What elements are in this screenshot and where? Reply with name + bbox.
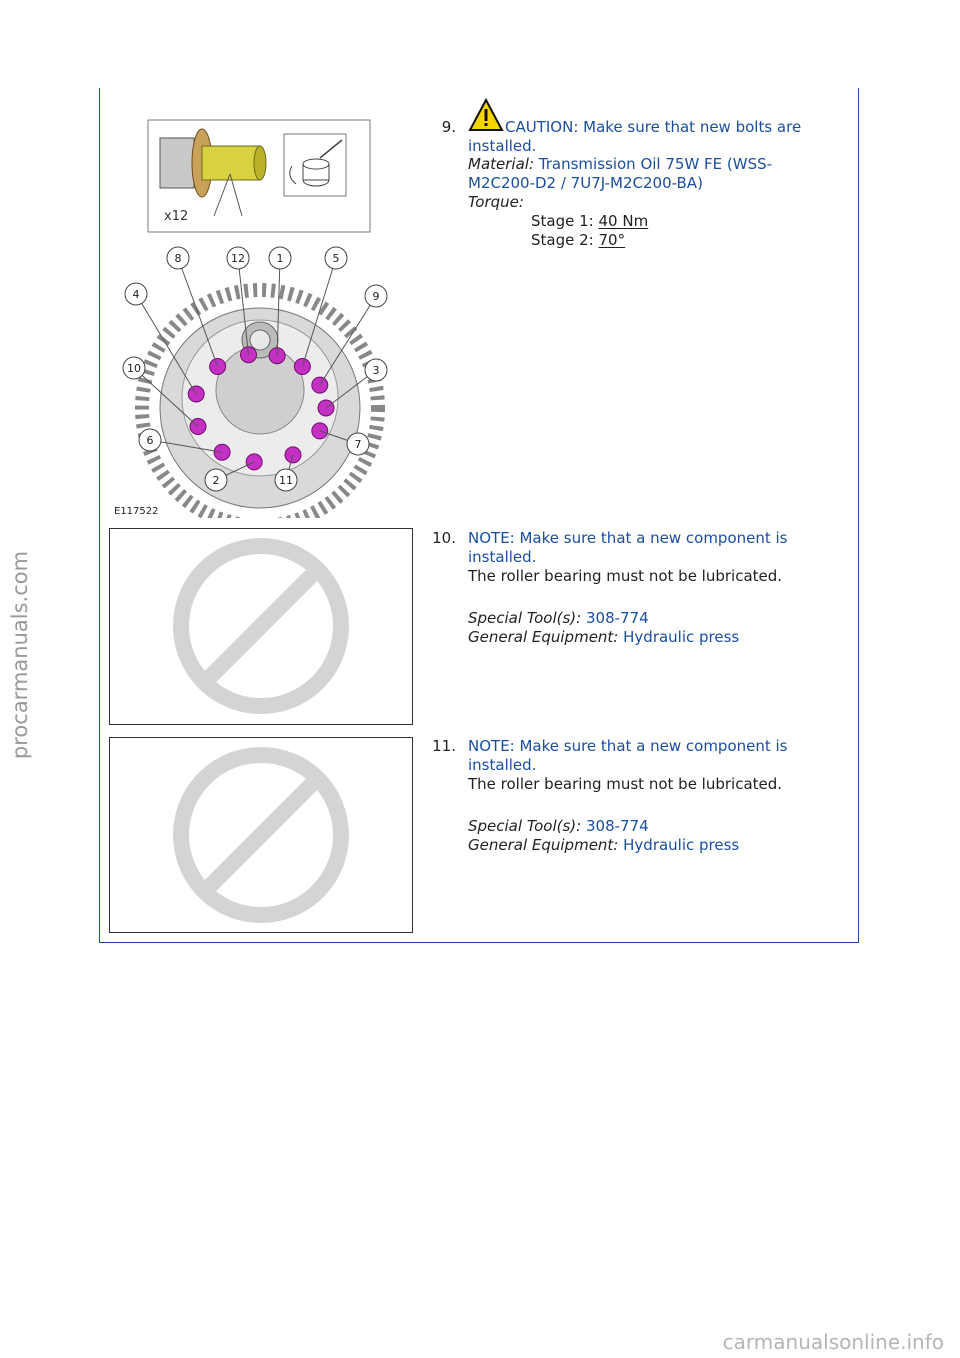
special-tool-line [468, 817, 649, 836]
step-11-image [109, 737, 413, 933]
bolt-marker [312, 377, 328, 393]
callout-number: 11 [279, 474, 293, 487]
callout-number: 1 [276, 252, 284, 265]
callout-number: 10 [127, 362, 141, 375]
figure-id: E117522 [114, 506, 159, 517]
stage-2-label: Stage 2: [531, 231, 594, 249]
step-9-figure [110, 108, 410, 518]
bolt-marker [312, 423, 328, 439]
stage-2-value: 70° [598, 231, 626, 249]
general-equipment-label: General Equipment: [468, 836, 619, 854]
step-10-image [109, 528, 413, 725]
inset-label: x12 [164, 209, 189, 224]
general-equipment-link[interactable]: Hydraulic press [623, 628, 740, 646]
material-line [468, 155, 772, 174]
callout-number: 7 [354, 438, 362, 451]
torque-label: Torque: [468, 193, 524, 211]
warning-icon [468, 98, 504, 132]
caution-text-cont: installed. [468, 137, 537, 155]
callout-number: 6 [146, 434, 154, 447]
special-tool-label: Special Tool(s): [468, 817, 582, 835]
general-equipment-link[interactable]: Hydraulic press [623, 836, 740, 854]
callout-number: 3 [372, 364, 380, 377]
callout-number: 4 [132, 288, 140, 301]
callout-number: 12 [231, 252, 245, 265]
caution-text: CAUTION: Make sure that new bolts are [505, 118, 802, 136]
image-unavailable-icon [110, 738, 412, 932]
stage-2-line [531, 231, 625, 250]
step-number: 10. [432, 529, 456, 547]
special-tool-line [468, 609, 649, 628]
general-equipment-line [468, 628, 739, 647]
material-value-cont[interactable]: M2C200-D2 / 7U7J-M2C200-BA) [468, 174, 703, 192]
note-text-cont: installed. [468, 548, 537, 566]
image-unavailable-icon [110, 529, 412, 724]
special-tool-link[interactable]: 308-774 [586, 609, 649, 627]
bolt-marker [210, 359, 226, 375]
special-tool-link[interactable]: 308-774 [586, 817, 649, 835]
gear-illustration [142, 290, 378, 518]
stage-1-line [531, 212, 648, 231]
step-number: 11. [432, 737, 456, 755]
step-11 [420, 737, 850, 867]
general-equipment-label: General Equipment: [468, 628, 619, 646]
bolt-marker [214, 444, 230, 460]
callout-number: 8 [174, 252, 182, 265]
stage-1-value: 40 Nm [598, 212, 649, 230]
step-9 [420, 117, 850, 257]
footer-watermark: carmanualsonline.info [722, 1330, 944, 1354]
callout-number: 2 [212, 474, 220, 487]
note-text-cont: installed. [468, 756, 537, 774]
stage-1-label: Stage 1: [531, 212, 594, 230]
callout-number: 5 [332, 252, 340, 265]
note-text: NOTE: Make sure that a new component is [468, 737, 788, 755]
callout-number: 9 [372, 290, 380, 303]
material-value[interactable]: Transmission Oil 75W FE (WSS- [538, 155, 773, 173]
side-watermark [6, 530, 34, 780]
general-equipment-line [468, 836, 739, 855]
bolt-marker [241, 347, 257, 363]
side-watermark-text: procarmanuals.com [8, 550, 32, 760]
material-label: Material: [468, 155, 534, 173]
body-text: The roller bearing must not be lubricated. [468, 567, 783, 585]
special-tool-label: Special Tool(s): [468, 609, 582, 627]
step-number: 9. [441, 118, 456, 136]
body-text: The roller bearing must not be lubricated. [468, 775, 783, 793]
step-10 [420, 529, 850, 659]
bolt-marker [246, 454, 262, 470]
note-text: NOTE: Make sure that a new component is [468, 529, 788, 547]
